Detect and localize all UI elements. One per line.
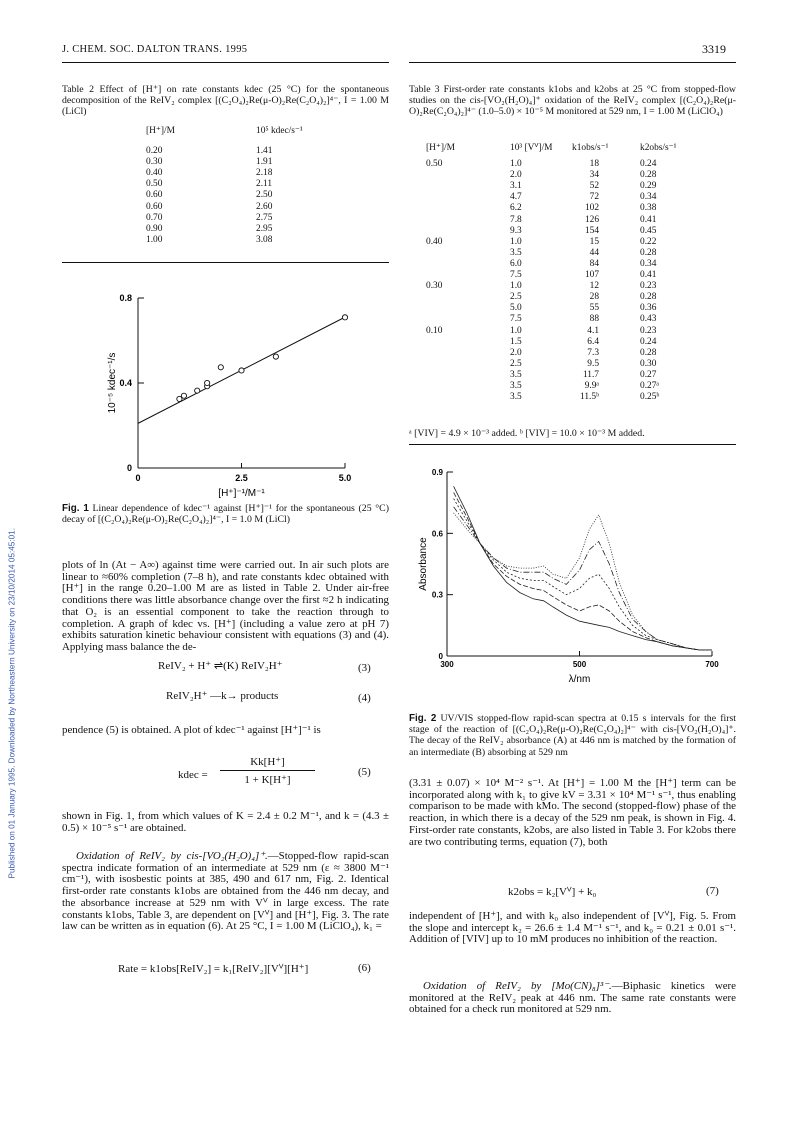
equation-3: ReIV₂ + H⁺ ⇌(K) ReIV₂H⁺: [158, 660, 283, 672]
table3-col3-header: k1obs/s⁻¹: [572, 143, 609, 153]
equation-6-number: (6): [358, 962, 371, 974]
right-paragraph-3: [409, 981, 736, 1016]
table3-cell: 84: [589, 258, 599, 269]
table3-cell: 0.34: [640, 192, 657, 203]
table3-footnote: ᵃ [VIV] = 4.9 × 10⁻³ added. ᵇ [VIV] = 10.0 × 10⁻³ M added.: [409, 428, 645, 439]
right-paragraph-2: independent of [H⁺], and with k₀ also independent of [Vⱽ], Fig. 5. From the slope and intercept k₂ = 26.6 ± 1.4 M⁻¹ s⁻¹, and k₀ = 0.21 ± 0.01 s⁻¹. Addition of [VIV] up to 10 mM produces no inhibition of the reaction.: [409, 910, 736, 946]
left-paragraph-4: [62, 851, 389, 933]
table3-cell: 0.29: [640, 181, 657, 192]
table2-col2-header: 10⁵ kdec/s⁻¹: [256, 126, 303, 136]
table3-cell: 7.8: [510, 214, 522, 225]
equation-6: Rate = k1obs[ReIV₂] = k₁[ReIV₂][Vⱽ][H⁺]: [118, 963, 309, 975]
table2-cell: 0.20: [146, 146, 163, 156]
fig2-y-tick-label: 0.6: [431, 529, 443, 539]
table3-cell: 3.1: [510, 181, 522, 192]
table3-cell: 11.7: [582, 369, 599, 380]
table3-cell: 0.38: [640, 203, 657, 214]
table3-cell: 2.5: [510, 358, 522, 369]
fig1-y-tick-label: 0.4: [119, 378, 132, 388]
table3-col2-header: 10³ [Vⱽ]/M: [510, 143, 553, 153]
table3-cell: 5.0: [510, 303, 522, 314]
table3-cell: 1.0: [510, 159, 522, 169]
equation-5-number: (5): [358, 766, 371, 778]
table2-cell: 2.11: [256, 179, 273, 190]
table3-cell: 4.7: [510, 192, 522, 203]
fig2-spectrum-line: [454, 486, 712, 650]
table3-cell: 3.5: [510, 392, 522, 403]
table3-cell: 0.24: [640, 336, 657, 347]
table3-cell: 11.5ᵇ: [580, 392, 599, 403]
table2-cell: 0.50: [146, 179, 163, 190]
table3-cell: 3.5: [510, 369, 522, 380]
fig1-x-tick-label: 5.0: [338, 473, 352, 483]
table3-cell: 6.2: [510, 203, 522, 214]
table3-cell: 0.50: [426, 159, 443, 169]
table3-col4-header: k2obs/s⁻¹: [640, 143, 677, 153]
table3-cell: 3.5: [510, 381, 522, 391]
table3-cell: 0.27: [640, 369, 657, 380]
table3-cell: 0.43: [640, 314, 657, 325]
table2-top-rule: [62, 62, 389, 63]
table3-cell: 0.40: [426, 236, 443, 247]
table2-cell: 0.60: [146, 190, 163, 201]
table3-cell: 7.3: [587, 347, 599, 358]
table2-cell: 2.75: [256, 212, 273, 223]
fig2-spectrum-line: [454, 507, 712, 650]
right-paragraph-1: (3.31 ± 0.07) × 10⁴ M⁻² s⁻¹. At [H⁺] = 1.00 M the [H⁺] term can be incorporated along with k₁ to give kV = 3.31 × 10⁴ M⁻¹ s⁻¹, thus enabling comparison to be made with kMo. The second (stopped-flow) phase of the reaction, in which there is a decay of the 529 nm peak, is shown in Fig. 4. First-order rate constants, k2obs, are also listed in Table 3. For k2obs there are two contributing terms, equation (7), both: [409, 777, 736, 848]
table3-cell: 0.28: [640, 247, 657, 258]
equation-5-denominator: 1 + K[H⁺]: [244, 774, 291, 786]
table3-cell: 0.45: [640, 225, 657, 236]
fig1-data-point: [273, 354, 278, 359]
table2-bottom-rule: [62, 262, 389, 263]
table3-top-rule: [409, 62, 736, 63]
fig1-y-tick-label: 0: [126, 463, 132, 473]
fig2-x-label: λ/nm: [568, 674, 591, 685]
fig1-caption-label: Fig. 1: [62, 503, 89, 514]
table2-cell: 0.70: [146, 212, 163, 223]
table3-cell: 34: [589, 170, 599, 181]
download-notice[interactable]: Published on 01 January 1995. Downloaded by Northeastern University on 23/10/2014 05:45:01.: [7, 528, 17, 879]
left-paragraph-1: plots of ln (At − A∞) against time were carried out. In air such plots are linear to ≈60% completion (7–8 h), and rate constants kdec obtained with [H⁺] in the range 0.20–1.00 M are as listed in Table 2. Under air-free conditions there was little absorbance change over the first ≈2 h indicating that O₂ is an essential component to take the reaction through to completion. A graph of kdec vs. [H⁺] (including a value zero at pH 7) exhibits saturation kinetic behaviour consistent with equations (3) and (4). Applying mass balance the de-: [62, 559, 389, 653]
table2-cell: 2.50: [256, 190, 273, 201]
running-header: J. CHEM. SOC. DALTON TRANS. 1995: [62, 44, 248, 55]
table3-cell: 0.30: [640, 358, 657, 369]
fig2-y-tick-label: 0: [438, 652, 443, 661]
table3-cell: 4.1: [587, 325, 599, 336]
fig1-x-tick-label: 0: [135, 473, 141, 483]
fig1-chart: [95, 285, 380, 500]
table3-cell: 0.23: [640, 281, 657, 292]
table3-cell: 0.22: [640, 236, 657, 247]
table2-cell: 1.00: [146, 234, 163, 245]
table3-cell: 2.5: [510, 292, 522, 303]
table3-cell: 28: [589, 292, 599, 303]
equation-4-number: (4): [358, 692, 371, 704]
equation-5-numerator: Kk[H⁺]: [250, 756, 285, 768]
table2: [62, 126, 389, 301]
fig2-y-tick-label: 0.9: [431, 468, 443, 477]
fig2-caption: UV/VIS stopped-flow rapid-scan spectra at 0.15 s intervals for the first stage of the reaction of [(C₂O₄)₂Re(μ-O)₂Re(C₂O₄)₂]⁴⁻ with cis-[VO₂(H₂O)₄]⁺. The decay of the ReIV₂ absorbance (A) at 446 nm is matched by the formation of an intermediate (B) absorbing at 529 nm: [409, 713, 736, 758]
right-paragraph-3-text: —Biphasic kinetics were monitored at the ReIV₂ peak at 446 nm. The same rate constants were obtained for a check run monitored at 529 nm.: [409, 980, 737, 1016]
fig2-y-label: Absorbance: [418, 537, 429, 591]
table3-cell: 52: [589, 181, 599, 192]
equation-4: ReIV₂H⁺ —k→ products: [166, 690, 279, 702]
equation-7: k2obs = k₂[Vⱽ] + k₀: [508, 886, 597, 898]
table3-cell: 1.0: [510, 325, 522, 336]
table3-cell: 0.34: [640, 258, 657, 269]
table3-cell: 0.41: [640, 214, 657, 225]
table3-cell: 126: [584, 214, 599, 225]
fig2-x-tick-label: 500: [572, 660, 587, 669]
fig1-x-label: [H⁺]⁻¹/M⁻¹: [218, 488, 265, 499]
table2-cell: 2.18: [256, 168, 273, 179]
page-number: 3319: [702, 42, 726, 56]
section-heading-molybdenum: Oxidation of ReIV₂ by [Mo(CN)₈]³⁻.: [423, 980, 612, 992]
table3-cell: 154: [584, 225, 599, 236]
fig2-x-tick-label: 300: [440, 660, 454, 669]
table3-cell: 0.28: [640, 347, 657, 358]
equation-7-number: (7): [706, 885, 719, 897]
fig2-caption-block: [409, 713, 736, 758]
table3-cell: 0.28: [640, 292, 657, 303]
table3-cell: 2.0: [510, 347, 522, 358]
table2-cell: 0.60: [146, 201, 163, 212]
fig2-x-tick-label: 700: [705, 660, 719, 669]
table3-cell: 7.5: [510, 270, 522, 280]
fig1-caption-block: [62, 503, 389, 525]
fig2-spectrum-line: [454, 499, 712, 650]
fig2-caption-label: Fig. 2: [409, 713, 437, 724]
fig1-y-tick-label: 0.8: [119, 293, 132, 303]
fig2-chart: [412, 462, 732, 702]
table3-cell: 0.27ᵃ: [640, 381, 659, 391]
section-heading-vanadium: Oxidation of ReIV₂ by cis-[VO₂(H₂O)₄]⁺.: [76, 850, 268, 862]
table3-col1-header: [H⁺]/M: [426, 143, 455, 153]
fig1-data-point: [181, 393, 186, 398]
left-paragraph-4-text: —Stopped-flow rapid-scan spectra indicate formation of an intermediate at 529 nm (ε ≈ 3800 M⁻¹ cm⁻¹), with isosbestic points at 385, 490 and 617 nm, Fig. 2. Identical first-order rate constants k1obs are obtained from the 446 nm decay, and the absorbance increase at 529 nm with Vⱽ in large excess. The rate constants k1obs, Table 3, are dependent on [Vⱽ] and [H⁺], Fig. 3. The rate law can be written as in equation (6). At 25 °C, I = 1.00 M (LiClO₄), k₁ =: [62, 850, 389, 933]
table3-cell: 0.36: [640, 303, 657, 314]
table2-cell: 0.90: [146, 223, 163, 234]
table2-cell: 1.91: [256, 157, 273, 168]
fig1-data-point: [195, 388, 200, 393]
table3-cell: 15: [589, 236, 599, 247]
table3-cell: 12: [589, 281, 599, 292]
table3-cell: 18: [589, 159, 599, 169]
table2-cell: 0.30: [146, 157, 163, 168]
table3-cell: 102: [584, 203, 599, 214]
table2-caption: Table 2 Effect of [H⁺] on rate constants kdec (25 °C) for the spontaneous decomposition of the ReIV₂ complex [(C₂O₄)₂Re(μ-O)₂Re(C₂O₄)₂]⁴⁻, I = 1.00 M (LiCl): [62, 84, 389, 118]
table3-cell: 6.4: [587, 336, 599, 347]
table2-col1-header: [H⁺]/M: [146, 126, 175, 136]
equation-3-number: (3): [358, 662, 371, 674]
table3-cell: 1.0: [510, 281, 522, 292]
table3-cell: 0.41: [640, 270, 657, 280]
fig1-data-point: [205, 380, 210, 385]
table3-cell: 1.0: [510, 236, 522, 247]
table3-cell: 44: [589, 247, 599, 258]
table3-cell: 55: [589, 303, 599, 314]
table3-cell: 9.5: [587, 358, 599, 369]
table3-cell: 0.28: [640, 170, 657, 181]
table3-cell: 0.24: [640, 159, 657, 169]
table3-cell: 0.25ᵇ: [640, 392, 660, 403]
fig1-data-point: [177, 396, 182, 401]
table3-cell: 9.3: [510, 225, 522, 236]
table3-cell: 0.23: [640, 325, 657, 336]
table3-bottom-rule: [409, 444, 736, 445]
fig1-y-label: 10⁻⁵ kdec⁻¹/s: [107, 352, 118, 414]
table3: [409, 143, 736, 423]
fig2-spectrum-line: [454, 513, 712, 650]
table3-cell: 107: [584, 270, 599, 280]
fig1-data-point: [218, 365, 223, 370]
table3-cell: 1.5: [510, 336, 522, 347]
table3-cell: 0.30: [426, 281, 443, 292]
table3-caption: Table 3 First-order rate constants k1obs and k2obs at 25 °C from stopped-flow studies on the cis-[VO₂(H₂O)₄]⁺ oxidation of the ReIV₂ complex [(C₂O₄)₂Re(μ-O)₂Re(C₂O₄)₂]⁴⁻ (1.0–5.0) × 10⁻⁵ M monitored at 529 nm, I = 1.00 M (LiClO₄): [409, 84, 736, 118]
table2-cell: 0.40: [146, 168, 163, 179]
equation-5-lhs: kdec =: [178, 769, 208, 781]
fig2-y-tick-label: 0.3: [431, 590, 443, 600]
fig2-spectrum-line: [454, 492, 712, 650]
fig1-x-tick-label: 2.5: [235, 473, 248, 483]
table3-cell: 0.10: [426, 325, 443, 336]
fig1-data-point: [239, 368, 244, 373]
table2-cell: 3.08: [256, 234, 273, 245]
table2-cell: 2.95: [256, 223, 273, 234]
table2-cell: 1.41: [256, 146, 273, 156]
left-paragraph-3: shown in Fig. 1, from which values of K = 2.4 ± 0.2 M⁻¹, and k = (4.3 ± 0.5) × 10⁻⁵ s⁻¹ are obtained.: [62, 810, 389, 834]
table3-cell: 72: [589, 192, 599, 203]
table3-cell: 6.0: [510, 258, 522, 269]
table3-cell: 88: [589, 314, 599, 325]
left-paragraph-2: pendence (5) is obtained. A plot of kdec⁻¹ against [H⁺]⁻¹ is: [62, 724, 321, 736]
table3-cell: 3.5: [510, 247, 522, 258]
table3-cell: 9.9ᵃ: [584, 381, 599, 391]
fig1-caption: Linear dependence of kdec⁻¹ against [H⁺]⁻¹ for the spontaneous (25 °C) decay of [(C₂O₄)₂Re(μ-O)₂Re(C₂O₄)₂]⁴⁻, I = 1.0 M (LiCl): [62, 503, 389, 526]
equation-5-fraction-bar: [220, 770, 315, 771]
table2-cell: 2.60: [256, 201, 273, 212]
table3-cell: 7.5: [510, 314, 522, 325]
table3-cell: 2.0: [510, 170, 522, 181]
fig1-data-point: [342, 315, 347, 320]
